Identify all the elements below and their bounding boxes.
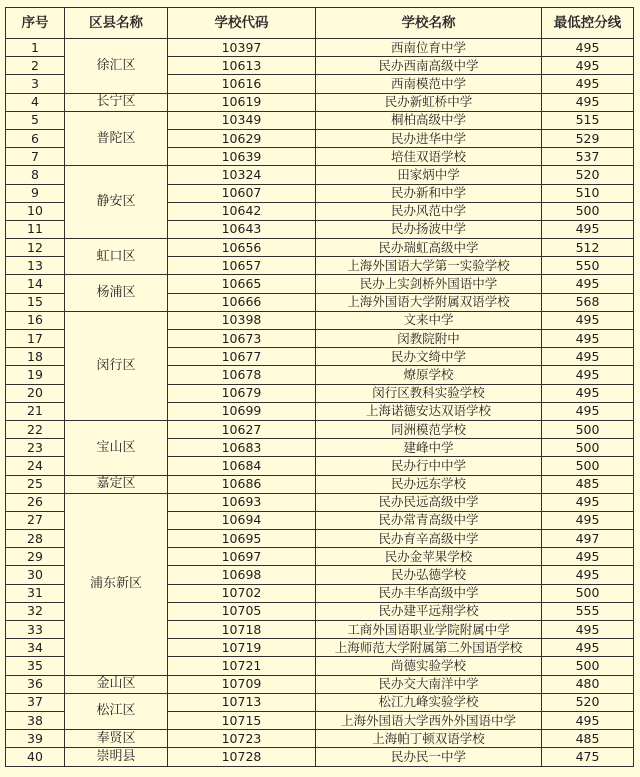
- row-school-name: 闵教院附中: [316, 330, 542, 348]
- row-min-score: 480: [542, 675, 634, 693]
- row-min-score: 495: [542, 548, 634, 566]
- row-seq: 13: [6, 257, 65, 275]
- row-district: 奉贤区: [65, 730, 168, 748]
- row-min-score: 495: [542, 75, 634, 93]
- row-seq: 15: [6, 293, 65, 311]
- row-school-name: 燎原学校: [316, 366, 542, 384]
- table-row: [6, 475, 634, 493]
- row-min-score: 495: [542, 275, 634, 293]
- table-row: [6, 693, 634, 711]
- row-district: 松江区: [65, 693, 168, 729]
- row-min-score: 485: [542, 475, 634, 493]
- row-school-name: 民办交大南洋中学: [316, 675, 542, 693]
- row-min-score: 495: [542, 566, 634, 584]
- row-school-code: 10686: [168, 475, 316, 493]
- row-school-code: 10657: [168, 257, 316, 275]
- row-min-score: 500: [542, 584, 634, 602]
- row-seq: 23: [6, 439, 65, 457]
- row-school-code: 10677: [168, 348, 316, 366]
- row-school-name: 上海师范大学附属第二外国语学校: [316, 639, 542, 657]
- row-seq: 12: [6, 239, 65, 257]
- row-district: 长宁区: [65, 93, 168, 111]
- row-school-name: 民办文绮中学: [316, 348, 542, 366]
- row-min-score: 512: [542, 239, 634, 257]
- row-min-score: 495: [542, 39, 634, 57]
- row-school-name: 民办远东学校: [316, 475, 542, 493]
- row-school-code: 10629: [168, 129, 316, 147]
- row-seq: 31: [6, 584, 65, 602]
- row-min-score: 495: [542, 621, 634, 639]
- row-school-code: 10665: [168, 275, 316, 293]
- row-school-code: 10398: [168, 311, 316, 329]
- row-school-code: 10643: [168, 220, 316, 238]
- row-district: 崇明县: [65, 748, 168, 766]
- row-school-name: 民办扬波中学: [316, 220, 542, 238]
- row-school-code: 10619: [168, 93, 316, 111]
- row-school-code: 10656: [168, 239, 316, 257]
- row-district: 宝山区: [65, 420, 168, 475]
- row-school-name: 民办育辛高级中学: [316, 530, 542, 548]
- row-school-code: 10666: [168, 293, 316, 311]
- row-seq: 17: [6, 330, 65, 348]
- row-min-score: 495: [542, 511, 634, 529]
- row-school-name: 民办行中中学: [316, 457, 542, 475]
- row-min-score: 495: [542, 348, 634, 366]
- row-min-score: 555: [542, 602, 634, 620]
- row-seq: 21: [6, 402, 65, 420]
- row-min-score: 497: [542, 530, 634, 548]
- row-school-code: 10728: [168, 748, 316, 766]
- row-seq: 37: [6, 693, 65, 711]
- row-min-score: 495: [542, 57, 634, 75]
- header-school-name: 学校名称: [316, 8, 542, 39]
- row-school-code: 10718: [168, 621, 316, 639]
- table-row: [6, 239, 634, 257]
- row-min-score: 495: [542, 220, 634, 238]
- row-school-code: 10698: [168, 566, 316, 584]
- row-district: 嘉定区: [65, 475, 168, 493]
- row-min-score: 495: [542, 384, 634, 402]
- row-school-name: 上海诺德安达双语学校: [316, 402, 542, 420]
- row-district: 杨浦区: [65, 275, 168, 311]
- row-school-code: 10642: [168, 202, 316, 220]
- row-seq: 16: [6, 311, 65, 329]
- row-seq: 7: [6, 148, 65, 166]
- header-row: [6, 8, 634, 39]
- row-school-name: 文来中学: [316, 311, 542, 329]
- row-seq: 24: [6, 457, 65, 475]
- row-min-score: 500: [542, 457, 634, 475]
- row-district: 普陀区: [65, 111, 168, 166]
- row-school-code: 10673: [168, 330, 316, 348]
- row-min-score: 495: [542, 402, 634, 420]
- row-school-name: 建峰中学: [316, 439, 542, 457]
- row-min-score: 529: [542, 129, 634, 147]
- row-school-name: 民办进华中学: [316, 129, 542, 147]
- row-school-name: 上海外国语大学西外外国语中学: [316, 711, 542, 729]
- row-min-score: 495: [542, 639, 634, 657]
- row-school-code: 10723: [168, 730, 316, 748]
- row-seq: 18: [6, 348, 65, 366]
- table-row: [6, 275, 634, 293]
- row-district: 静安区: [65, 166, 168, 239]
- row-seq: 1: [6, 39, 65, 57]
- row-min-score: 475: [542, 748, 634, 766]
- header-seq: 序号: [6, 8, 65, 39]
- admission-score-table: [5, 7, 634, 767]
- row-district: 闵行区: [65, 311, 168, 420]
- row-district: 虹口区: [65, 239, 168, 275]
- table-row: [6, 166, 634, 184]
- row-min-score: 495: [542, 493, 634, 511]
- table-row: [6, 420, 634, 438]
- table-row: [6, 111, 634, 129]
- row-district: 金山区: [65, 675, 168, 693]
- row-seq: 14: [6, 275, 65, 293]
- row-school-code: 10695: [168, 530, 316, 548]
- row-min-score: 495: [542, 366, 634, 384]
- row-school-code: 10719: [168, 639, 316, 657]
- row-school-code: 10397: [168, 39, 316, 57]
- row-school-name: 尚德实验学校: [316, 657, 542, 675]
- row-school-name: 民办上实剑桥外国语中学: [316, 275, 542, 293]
- row-min-score: 568: [542, 293, 634, 311]
- row-seq: 27: [6, 511, 65, 529]
- row-school-code: 10684: [168, 457, 316, 475]
- row-school-name: 上海外国语大学第一实验学校: [316, 257, 542, 275]
- row-school-name: 民办新和中学: [316, 184, 542, 202]
- row-school-code: 10702: [168, 584, 316, 602]
- row-school-name: 西南位育中学: [316, 39, 542, 57]
- row-min-score: 537: [542, 148, 634, 166]
- row-seq: 22: [6, 420, 65, 438]
- row-seq: 32: [6, 602, 65, 620]
- row-school-name: 西南模范中学: [316, 75, 542, 93]
- row-seq: 6: [6, 129, 65, 147]
- row-min-score: 495: [542, 711, 634, 729]
- row-school-code: 10679: [168, 384, 316, 402]
- row-seq: 35: [6, 657, 65, 675]
- row-min-score: 495: [542, 330, 634, 348]
- header-school-code: 学校代码: [168, 8, 316, 39]
- row-school-name: 民办民一中学: [316, 748, 542, 766]
- row-seq: 2: [6, 57, 65, 75]
- row-seq: 19: [6, 366, 65, 384]
- row-school-code: 10627: [168, 420, 316, 438]
- row-school-code: 10705: [168, 602, 316, 620]
- row-min-score: 515: [542, 111, 634, 129]
- row-school-code: 10324: [168, 166, 316, 184]
- row-min-score: 520: [542, 166, 634, 184]
- row-school-name: 松江九峰实验学校: [316, 693, 542, 711]
- row-school-name: 培佳双语学校: [316, 148, 542, 166]
- row-district: 徐汇区: [65, 39, 168, 94]
- row-school-name: 民办建平远翔学校: [316, 602, 542, 620]
- row-min-score: 485: [542, 730, 634, 748]
- row-min-score: 510: [542, 184, 634, 202]
- row-school-name: 民办瑞虹高级中学: [316, 239, 542, 257]
- table-row: [6, 748, 634, 766]
- row-seq: 38: [6, 711, 65, 729]
- row-seq: 39: [6, 730, 65, 748]
- row-school-code: 10683: [168, 439, 316, 457]
- row-school-name: 民办金苹果学校: [316, 548, 542, 566]
- table-header: [6, 8, 634, 39]
- row-min-score: 550: [542, 257, 634, 275]
- row-seq: 25: [6, 475, 65, 493]
- row-seq: 9: [6, 184, 65, 202]
- row-district: 浦东新区: [65, 493, 168, 675]
- row-school-code: 10699: [168, 402, 316, 420]
- row-school-code: 10613: [168, 57, 316, 75]
- row-school-name: 闵行区教科实验学校: [316, 384, 542, 402]
- table-body: [6, 39, 634, 767]
- row-school-name: 民办西南高级中学: [316, 57, 542, 75]
- row-school-code: 10697: [168, 548, 316, 566]
- row-school-code: 10678: [168, 366, 316, 384]
- row-school-code: 10607: [168, 184, 316, 202]
- table-row: [6, 493, 634, 511]
- row-school-name: 上海外国语大学附属双语学校: [316, 293, 542, 311]
- row-min-score: 495: [542, 93, 634, 111]
- row-seq: 4: [6, 93, 65, 111]
- row-seq: 40: [6, 748, 65, 766]
- row-school-code: 10349: [168, 111, 316, 129]
- row-school-code: 10709: [168, 675, 316, 693]
- row-min-score: 500: [542, 202, 634, 220]
- row-seq: 34: [6, 639, 65, 657]
- row-school-name: 民办丰华高级中学: [316, 584, 542, 602]
- table-row: [6, 730, 634, 748]
- row-school-code: 10639: [168, 148, 316, 166]
- row-min-score: 500: [542, 657, 634, 675]
- row-school-code: 10694: [168, 511, 316, 529]
- row-school-code: 10715: [168, 711, 316, 729]
- row-min-score: 500: [542, 420, 634, 438]
- row-school-name: 民办新虹桥中学: [316, 93, 542, 111]
- row-seq: 3: [6, 75, 65, 93]
- row-min-score: 500: [542, 439, 634, 457]
- row-school-name: 桐柏高级中学: [316, 111, 542, 129]
- row-seq: 11: [6, 220, 65, 238]
- table-row: [6, 93, 634, 111]
- row-seq: 33: [6, 621, 65, 639]
- row-school-name: 田家炳中学: [316, 166, 542, 184]
- row-seq: 8: [6, 166, 65, 184]
- row-seq: 28: [6, 530, 65, 548]
- row-school-code: 10693: [168, 493, 316, 511]
- row-seq: 30: [6, 566, 65, 584]
- row-seq: 5: [6, 111, 65, 129]
- row-school-name: 工商外国语职业学院附属中学: [316, 621, 542, 639]
- row-school-name: 民办风范中学: [316, 202, 542, 220]
- row-seq: 26: [6, 493, 65, 511]
- row-seq: 29: [6, 548, 65, 566]
- header-district: 区县名称: [65, 8, 168, 39]
- row-school-name: 民办民远高级中学: [316, 493, 542, 511]
- row-seq: 36: [6, 675, 65, 693]
- table-row: [6, 675, 634, 693]
- row-school-name: 民办常青高级中学: [316, 511, 542, 529]
- row-school-name: 同洲模范学校: [316, 420, 542, 438]
- row-school-code: 10721: [168, 657, 316, 675]
- table-row: [6, 39, 634, 57]
- row-school-code: 10713: [168, 693, 316, 711]
- row-min-score: 520: [542, 693, 634, 711]
- row-school-name: 上海帕丁顿双语学校: [316, 730, 542, 748]
- table-row: [6, 311, 634, 329]
- row-school-name: 民办弘德学校: [316, 566, 542, 584]
- header-min-score: 最低控分线: [542, 8, 634, 39]
- row-min-score: 495: [542, 311, 634, 329]
- row-seq: 20: [6, 384, 65, 402]
- row-seq: 10: [6, 202, 65, 220]
- row-school-code: 10616: [168, 75, 316, 93]
